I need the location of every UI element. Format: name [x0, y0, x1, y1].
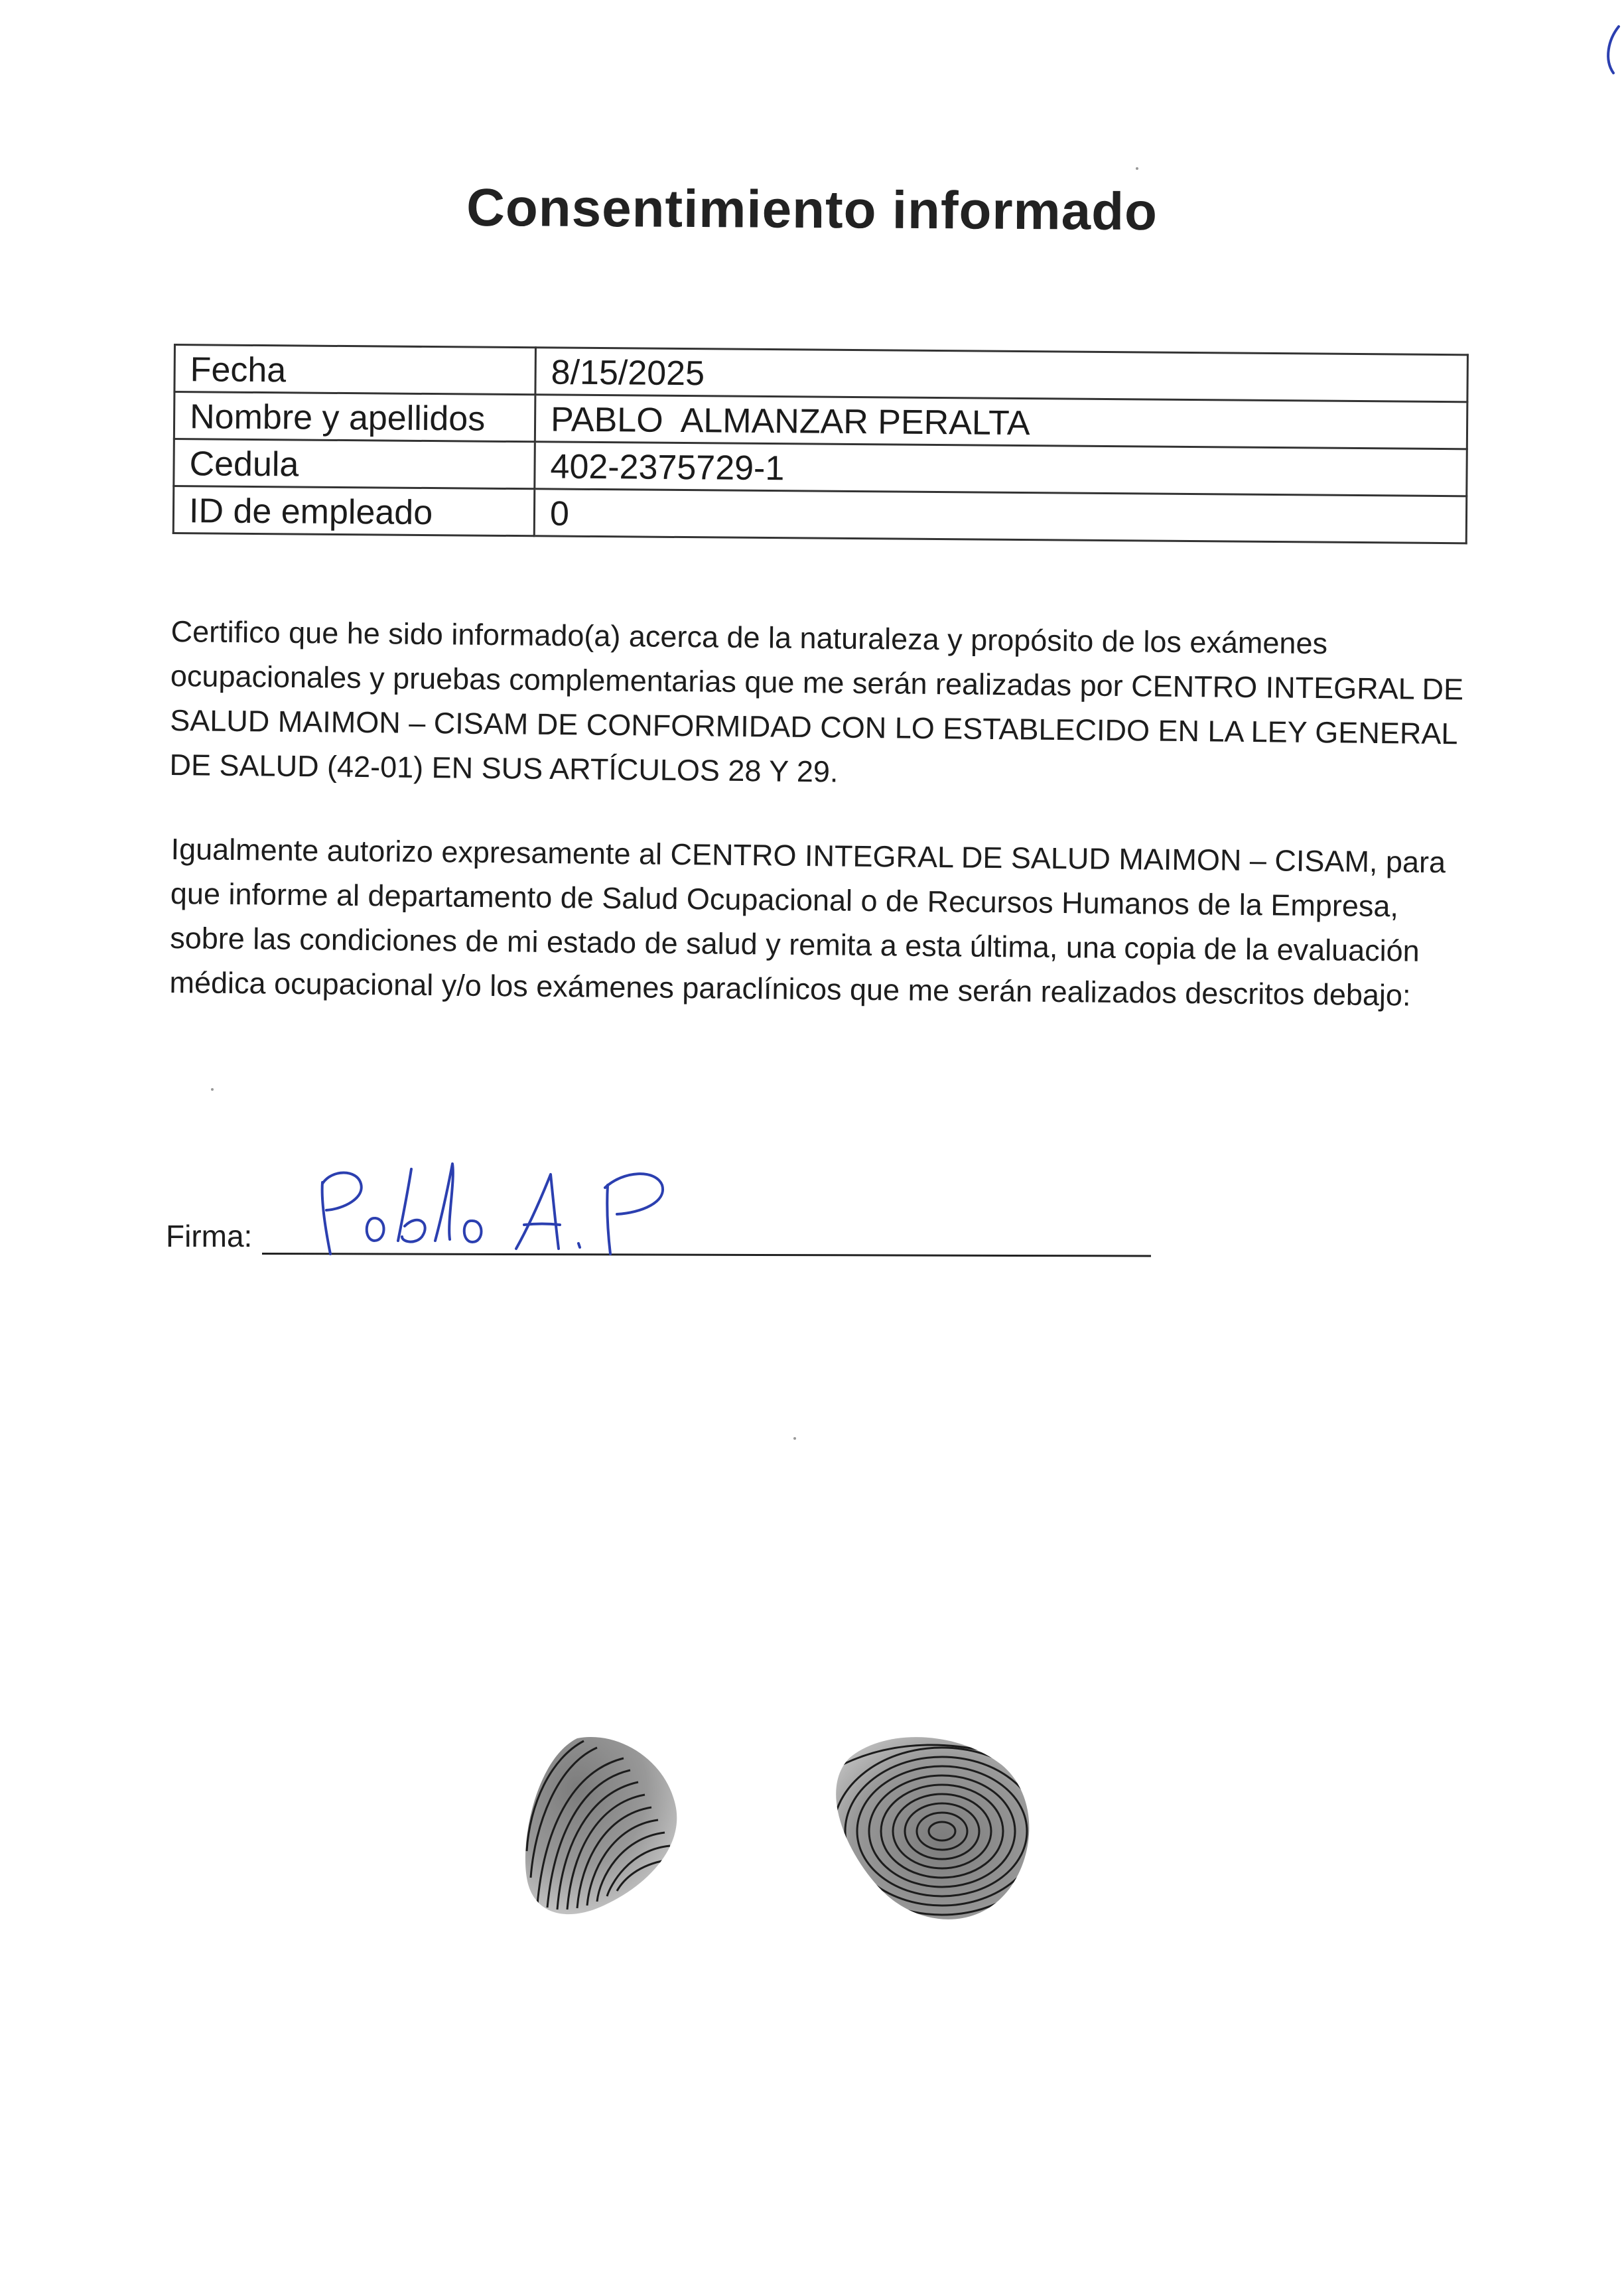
scan-speck — [793, 1437, 796, 1440]
row-label-cedula: Cedula — [174, 439, 535, 489]
row-value-fecha: 8/15/2025 — [535, 348, 1468, 402]
row-label-nombre: Nombre y apellidos — [174, 392, 535, 442]
row-value-cedula: 402-2375729-1 — [535, 442, 1467, 496]
table-row — [173, 486, 1466, 543]
row-label-fecha: Fecha — [174, 345, 536, 395]
signature-block — [166, 1154, 1201, 1274]
signature-label: Firma: — [166, 1219, 253, 1253]
info-table — [172, 344, 1469, 544]
consent-paragraph-2: Igualmente autorizo expresamente al CENTRO INTEGRAL DE SALUD MAIMON – CISAM, para que informe al departamento de Salud Ocupacional o de Recursos Humanos de la Empresa, sobre las condiciones de mi estado de salud y remita a esta última, una copia de la evaluación médica ocupacional y/o los exámenes paraclínicos que me serán realizados descritos debajo: — [169, 831, 1446, 1012]
consent-paragraph-1: Certifico que he sido informado(a) acerca de la naturaleza y propósito de los exámenes ocupacionales y pruebas complementarias que me serán realizadas por CENTRO INTEGRAL DE SALUD MAIMON – CISAM DE CONFORMIDAD CON LO ESTABLECIDO EN LA LEY GENERAL DE SALUD (42-01) EN SUS ARTÍCULOS 28 Y 29. — [169, 614, 1464, 789]
scan-speck — [211, 1088, 214, 1091]
pen-mark-icon — [1599, 20, 1624, 80]
row-label-id-empleado: ID de empleado — [173, 486, 535, 536]
handwritten-signature — [305, 1154, 809, 1261]
fingerprint-icon — [517, 1732, 690, 1924]
document-title: Consentimiento informado — [466, 177, 1158, 242]
row-value-id-empleado: 0 — [534, 489, 1467, 543]
scan-speck — [1136, 167, 1138, 170]
row-value-nombre: PABLO ALMANZAR PERALTA — [535, 395, 1467, 449]
fingerprint-icon — [823, 1732, 1042, 1931]
